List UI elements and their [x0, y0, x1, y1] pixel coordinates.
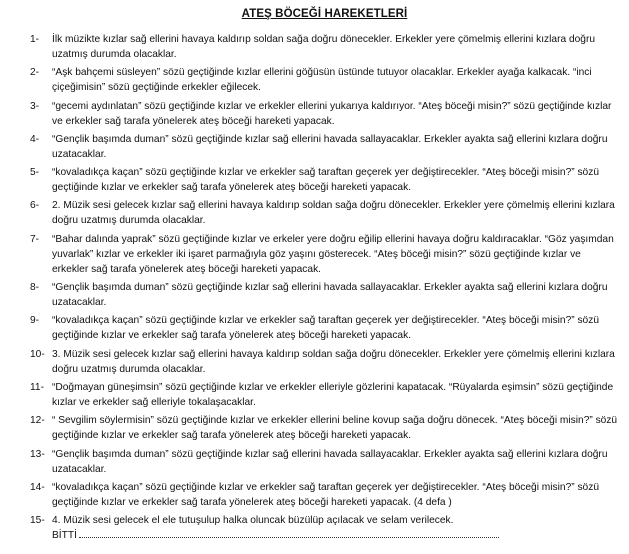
list-item: [30, 413, 619, 443]
list-item: [30, 280, 619, 310]
item-number: 14-: [30, 481, 45, 493]
item-text: “Gençlik başımda duman” sözü geçtiğinde kızlar sağ ellerini havada sallayacaklar. Erkekler ayakta sağ ellerini kızlara doğru uzatacaklar.: [52, 133, 608, 160]
item-text: “Gençlik başımda duman” sözü geçtiğinde kızlar sağ ellerini havada sallayacaklar. Erkekler ayakta sağ ellerini kızlara doğru uzatacaklar.: [52, 448, 608, 475]
item-number: 3-: [30, 100, 40, 112]
list-item: [30, 313, 619, 343]
list-item: [30, 232, 619, 277]
list-item: [30, 32, 619, 62]
list-item: [30, 65, 619, 95]
item-text: 3. Müzik sesi gelecek kızlar sağ ellerini havaya kaldırıp soldan sağa doğru dönecekler. Erkekler yere çömelmiş ellerini kızlara doğru uzatmış durumda olacaklar.: [52, 348, 615, 375]
list-item: [30, 513, 619, 543]
item-text: “ Sevgilim söylermisin” sözü geçtiğinde kızlar ve erkekler ellerini beline kovup sağa doğru dönecek. “Ateş böceği misin?” sözü geçtiğinde kızlar ve erkekler sağ tarafa yönelerek ateş böceği hareketi yapacak.: [52, 415, 618, 442]
dotted-line: [79, 528, 499, 538]
item-number: 5-: [30, 167, 40, 179]
list-item: [30, 132, 619, 162]
item-text: 4. Müzik sesi gelecek el ele tutuşulup halka oluncak büzülüp açılacak ve selam verilecek.: [52, 515, 454, 527]
item-number: 12-: [30, 415, 45, 427]
item-number: 15-: [30, 515, 45, 527]
list-item: [30, 99, 619, 129]
list-item: [30, 447, 619, 477]
list-item: [30, 165, 619, 195]
item-text: İlk müzikte kızlar sağ ellerini havaya kaldırıp soldan sağa doğru dönecekler. Erkekler yere çömelmiş ellerini kızlara doğru uzatmış durumda olacaklar.: [52, 34, 596, 60]
item-text: “Doğmayan güneşimsin” sözü geçtiğinde kızlar ve erkekler elleriyle gözlerini kapatacak. “Rüyalarda eşimsin” sözü geçtiğinde kızlar ve erkekler sağ elleriyle tokalaşacaklar.: [52, 381, 614, 408]
item-number: 7-: [30, 233, 40, 245]
item-text: “Gençlik başımda duman” sözü geçtiğinde kızlar sağ ellerini havada sallayacaklar. Erkekler ayakta sağ ellerini kızlara doğru uzatacaklar.: [52, 282, 608, 309]
item-number: 4-: [30, 133, 40, 145]
document-title: ATEŞ BÖCEĞİ HAREKETLERİ: [241, 8, 408, 20]
item-number: 1-: [30, 34, 40, 45]
list-item: [30, 380, 619, 410]
list-item: [30, 347, 619, 377]
list-item: [30, 480, 619, 510]
item-number: 10-: [30, 348, 45, 360]
movement-list: [30, 32, 619, 543]
end-line-wrapper: [52, 528, 619, 543]
item-number: 11-: [30, 381, 44, 393]
item-text: “kovaladıkça kaçan” sözü geçtiğinde kızlar ve erkekler sağ taraftan geçerek yer değiştirecekler. “Ateş böceği misin?” sözü geçtiğinde kızlar ve erkekler sağ tarafa yönelerek ateş böceği hareketi yapacak.: [52, 315, 599, 342]
item-text: “Bahar dalında yaprak” sözü geçtiğinde kızlar ve erkeler yere doğru eğilip ellerini havaya doğru kaldıracaklar. “Göz yaşımdan yuvarlak” kızlar ve erkekler iki işaret parmağıyla göz yaşını gösterecek. “Ateş böceği misin?” sözü geçtiğinde kızlar ve erkekler sağ tarafa yönelerek ateş böceği hareketi yapacak.: [52, 233, 614, 275]
list-item: [30, 198, 619, 228]
item-number: 9-: [30, 315, 40, 327]
item-text: 2. Müzik sesi gelecek kızlar sağ ellerini havaya kaldırıp soldan sağa doğru dönecekler. Erkekler yere çömelmiş ellerini kızlara doğru uzatmış durumda olacaklar.: [52, 200, 615, 227]
item-number: 6-: [30, 200, 40, 212]
end-text: BİTTİ: [52, 530, 77, 542]
item-text: “Aşk bahçemi süsleyen” sözü geçtiğinde kızlar ellerini göğüsün üstünde tutuyor olacaklar. Erkekler ayağa kalkacak. “inci çiçeğimisin” sözü geçtiğinde erkekler eğilecek.: [52, 67, 592, 94]
item-number: 2-: [30, 67, 40, 79]
item-text: “kovaladıkça kaçan” sözü geçtiğinde kızlar ve erkekler sağ taraftan geçerek yer değiştirecekler. “Ateş böceği misin?” sözü geçtiğinde kızlar ve erkekler sağ tarafa yönelerek ateş böceği hareketi yapacak.: [52, 167, 599, 194]
item-text: “gecemi aydınlatan” sözü geçtiğinde kızlar ve erkekler ellerini yukarıya kaldırıyor. “Ateş böceği misin?” sözü geçtiğinde kızlar ve erkekler sağ tarafa yönelerek ateş böceği hareketi yapacak.: [52, 100, 612, 127]
item-number: 8-: [30, 282, 40, 294]
item-number: 13-: [30, 448, 45, 460]
item-text: “kovaladıkça kaçan” sözü geçtiğinde kızlar ve erkekler sağ taraftan geçerek yer değiştirecekler. “Ateş böceği misin?” sözü geçtiğinde kızlar ve erkekler sağ tarafa yönelerek ateş böceği hareketi yapacak. (4 defa ): [52, 481, 599, 508]
